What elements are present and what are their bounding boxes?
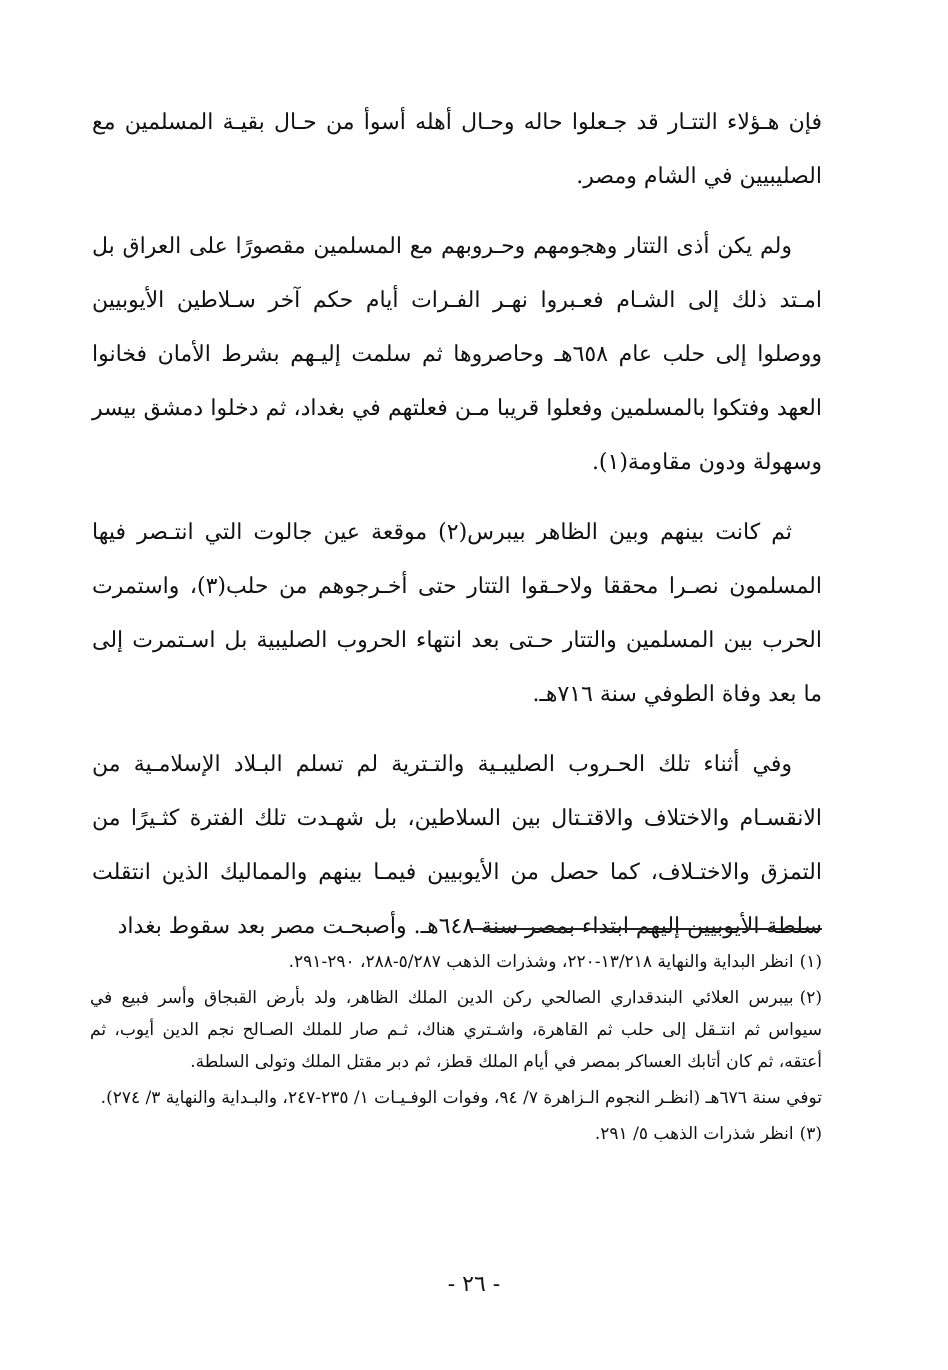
main-text bbox=[92, 96, 822, 970]
paragraph-2: ولم يكن أذى التتار وهجومهم وحـروبهم مع المسلمين مقصورًا على العراق بل امـتد ذلك إلى الشـام فعـبروا نهـر الفـرات أيام حكم آخر سـلاطين الأيوبيين ووصلوا إلى حلب عام ٦٥٨هـ وحاصروها ثم سلمت إليـهم بشرط الأمان فخانوا العهد وفتكوا بالمسلمين وفعلوا قريبا مـن فعلتهم في بغداد، ثم دخلوا دمشق بيسر وسهولة ودون مقاومة(١). bbox=[92, 234, 822, 475]
footnote-text: انظر شذرات الذهب ٥/ ٢٩١. bbox=[594, 1124, 794, 1144]
page-number: - ٢٦ - bbox=[447, 1272, 501, 1297]
paragraph-4: وفي أثناء تلك الحـروب الصليبـية والتـترية لم تسلم البـلاد الإسلامـية من الانقسـام والاختلاف والاقتـتال بين السلاطين، بل شهـدت تلك الفترة كثـيرًا من التمزق والاختـلاف، كما حصل من الأيوبيين فيمـا بينهم والمماليك الذين انتقلت سلطة الأيوبيين إليهم ابتداء بمصر سنة ٦٤٨هـ. وأصبحـت مصر بعد سقوط بغداد bbox=[92, 752, 822, 939]
footnote-text: بيبرس العلائي البندقداري الصالحي ركن الدين الملك الظاهر، ولد بأرض القبجاق وأسر فبيع في سيواس ثم انتـقل إلى حلب ثم القاهرة، واشـتري هناك، ثـم صار للملك الصـالح نجم الدين أيوب، ثم أعتقه، ثم كان أتابك العساكر بمصر في أيام الملك قطز، ثم دبر مقتل الملك وتولى السلطة. bbox=[90, 988, 822, 1072]
footnote-number: (٢) bbox=[799, 988, 822, 1008]
footnote-2 bbox=[90, 982, 822, 1078]
footnote-number: (٣) bbox=[799, 1124, 822, 1144]
footnote-separator bbox=[470, 928, 822, 930]
footnote-2-continued bbox=[90, 1082, 822, 1114]
footnote-number: (١) bbox=[799, 952, 822, 972]
footnote-3 bbox=[90, 1118, 822, 1150]
footnote-text: توفي سنة ٦٧٦هـ (انظـر النجوم الـزاهرة ٧/ ٩٤، وفوات الوفـيـات ١/ ٢٣٥-٢٤٧، والبـداية والنهاية ٣/ ٢٧٤). bbox=[100, 1088, 822, 1108]
paragraph-1: فإن هـؤلاء التتـار قد جـعلوا حاله وحـال أهله أسوأ من حـال بقيـة المسلمين مع الصليبيين في الشام ومصر. bbox=[92, 110, 822, 189]
footnotes bbox=[90, 946, 822, 1154]
footnote-1 bbox=[90, 946, 822, 978]
paragraph-3: ثم كانت بينهم وبين الظاهر بيبرس(٢) موقعة عين جالوت التي انتـصر فيها المسلمون نصـرا محققا ولاحـقوا التتار حتى أخـرجوهم من حلب(٣)، واستمرت الحرب بين المسلمين والتتار حـتى بعد انتهاء الحروب الصليبية بل اسـتمرت إلى ما بعد وفاة الطوفي سنة ٧١٦هـ. bbox=[92, 520, 822, 707]
footnote-text: انظر البداية والنهاية ١٣/٢١٨-٢٢٠، وشذرات الذهب ٥/٢٨٧-٢٨٨، ٢٩٠-٢٩١. bbox=[288, 952, 794, 972]
